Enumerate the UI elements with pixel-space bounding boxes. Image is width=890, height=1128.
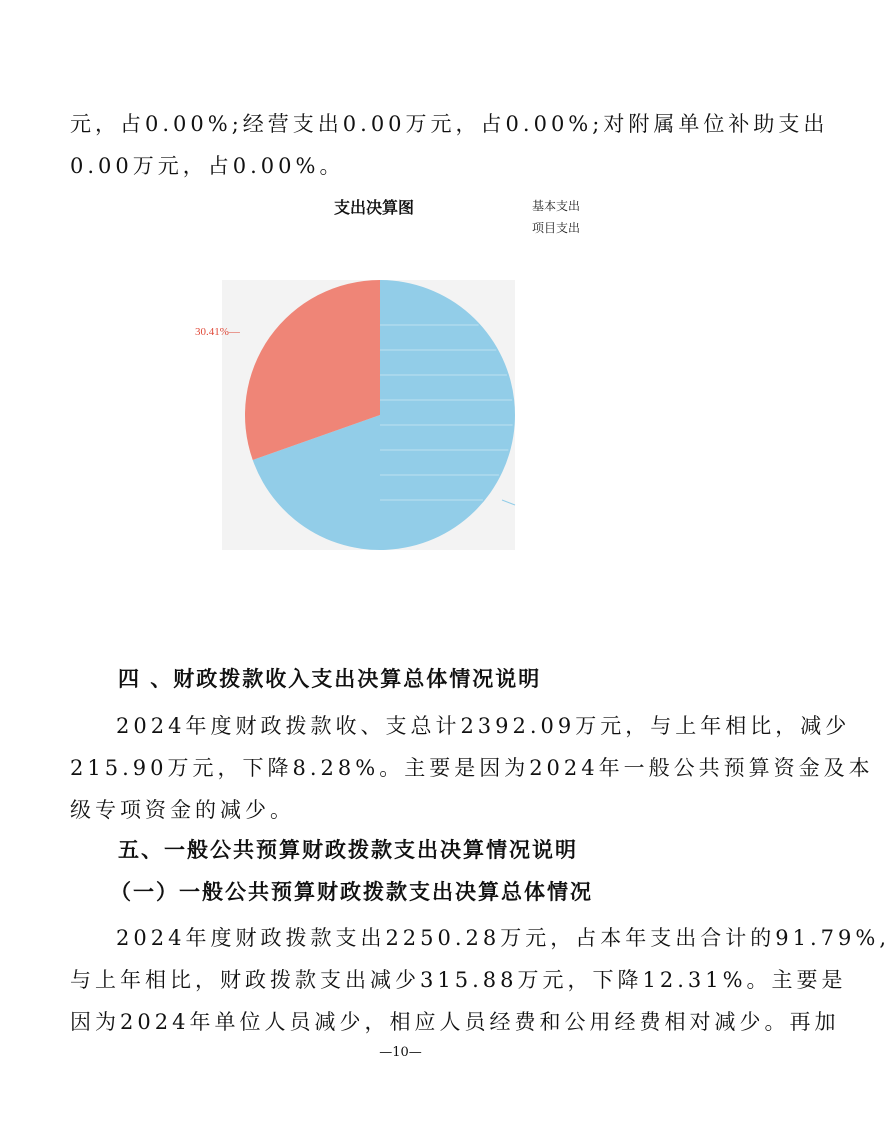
section-5-para-line-2: 与上年相比，财政拨款支出减少315.88万元，下降12.31%。主要是 (70, 968, 847, 992)
section-4-para-line-2: 215.90万元，下降8.28%。主要是因为2024年一般公共预算资金及本 (70, 756, 874, 780)
page-number: —10— (379, 1045, 422, 1060)
pie-chart (195, 275, 525, 555)
legend-item-basic: 基本支出 (532, 199, 581, 213)
legend-item-project: 项目支出 (532, 221, 581, 235)
text-line-top-1: 元，占0.00%;经营支出0.00万元，占0.00%;对附属单位补助支出 (70, 112, 829, 136)
section-4-para-line-3: 级专项资金的减少。 (70, 798, 295, 822)
section-4-para-line-1: 2024年度财政拨款收、支总计2392.09万元，与上年相比，减少 (116, 714, 851, 738)
chart-title: 支出决算图 (334, 198, 415, 217)
section-5-para-line-3: 因为2024年单位人员减少，相应人员经费和公用经费相对减少。再加 (70, 1010, 840, 1034)
section-5-subheading: （一）一般公共预算财政拨款支出决算总体情况 (110, 880, 593, 904)
slice-label-project: 30.41%— (195, 326, 240, 338)
section-4-heading: 四 、财政拨款收入支出决算总体情况说明 (118, 667, 542, 691)
section-5-para-line-1: 2024年度财政拨款支出2250.28万元，占本年支出合计的91.79%, (116, 926, 890, 950)
text-line-top-2: 0.00万元，占0.00%。 (70, 154, 345, 178)
section-5-heading: 五、一般公共预算财政拨款支出决算情况说明 (118, 838, 578, 862)
